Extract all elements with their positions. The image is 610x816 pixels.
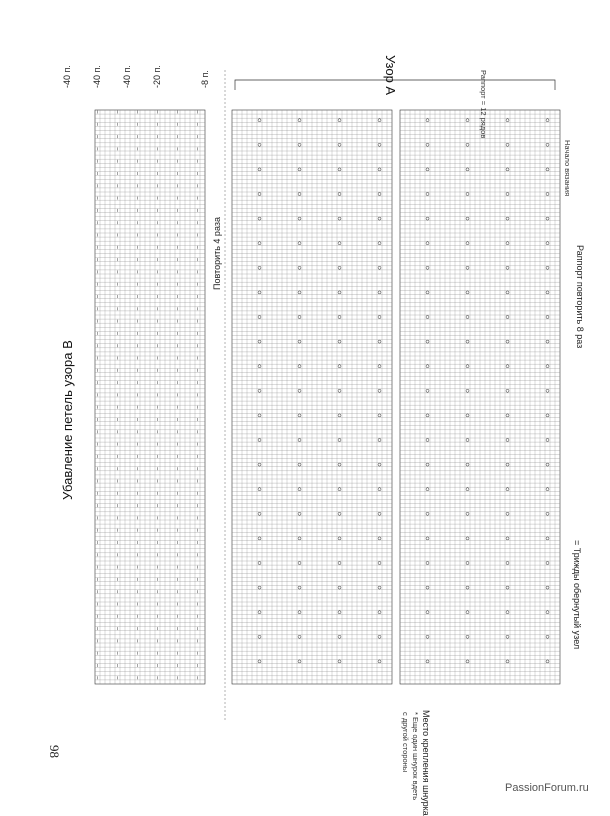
repeat-label: Раппорт = 12 рядов [479, 70, 488, 139]
top-chart-title: Убавление петель узора B [60, 340, 75, 500]
row-count-4: -40 п. [62, 65, 72, 88]
row-count-2: -40 п. [122, 65, 132, 88]
row-count-3: -40 п. [92, 65, 102, 88]
note-line-1: Место крепления шнурка [421, 710, 431, 816]
watermark: PassionForum.ru [505, 782, 589, 794]
top-chart-stitch-marks [98, 111, 198, 680]
top-chart-grid-a [95, 110, 205, 684]
page-number: 98 [47, 745, 62, 758]
bottom-chart-title: Узор А [383, 55, 398, 96]
bottom-chart-grid-a [232, 110, 392, 684]
row-count-1: -20 п. [152, 65, 162, 88]
note-line-2: * Еще один шнурок вдеть [411, 712, 420, 801]
bottom-chart-grid-b [400, 110, 560, 684]
note-line-3: с другой стороны [401, 712, 410, 773]
repeat-note: Повторить 4 раза [212, 217, 222, 290]
row-count-5: -8 п. [200, 70, 210, 88]
legend-knot: = Трижды обернутый узел [572, 540, 582, 650]
repeat-times-label: Раппорт повторить 8 раз [575, 245, 585, 349]
start-label: Начало вязания [563, 140, 572, 197]
